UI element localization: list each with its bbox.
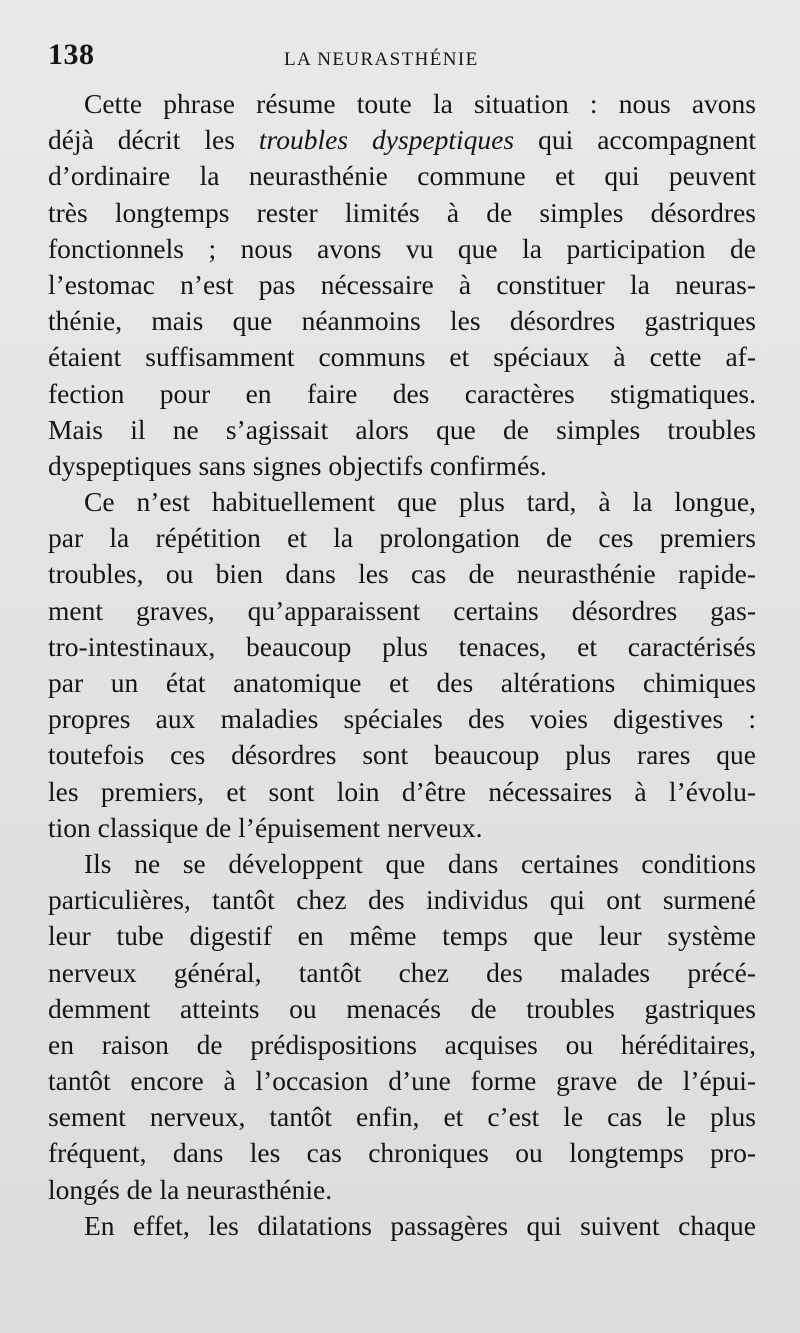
text-line: demment atteints ou menacés de troubles gastriques (48, 992, 756, 1024)
paragraph (48, 86, 756, 484)
text-line: longés de la neurasthénie. (48, 1173, 333, 1205)
text-line: très longtemps rester limités à de simples désordres (48, 196, 756, 228)
text-line: Mais il ne s’agissait alors que de simples troubles (48, 413, 756, 445)
text-line: en raison de prédispositions acquises ou héréditaires, (48, 1028, 756, 1060)
text-line: d’ordinaire la neurasthénie commune et qui peuvent (48, 160, 756, 192)
page-number: 138 (48, 38, 95, 71)
text-line: leur tube digestif en même temps que leur système (48, 920, 756, 952)
page-header (48, 38, 760, 78)
text-line: En effet, les dilatations passagères qui suivent chaque (84, 1209, 756, 1241)
paragraph (48, 1208, 756, 1244)
text-span: déjà décrit les (48, 124, 259, 156)
text-line: par la répétition et la prolongation de ces premiers (48, 522, 756, 554)
text-line: fection pour en faire des caractères stigmatiques. (48, 377, 756, 409)
text-line: particulières, tantôt chez des individus qui ont surmené (48, 884, 756, 916)
paragraph (48, 484, 756, 846)
text-line: sement nerveux, tantôt enfin, et c’est le cas le plus (48, 1101, 756, 1133)
text-line: Cette phrase résume toute la situation : nous avons (84, 88, 756, 119)
italic-term: troubles dyspeptiques (258, 124, 515, 156)
text-line: troubles, ou bien dans les cas de neurasthénie rapide- (48, 558, 756, 590)
text-line: Ils ne se développent que dans certaines conditions (84, 847, 756, 879)
text-line: tro-intestinaux, beaucoup plus tenaces, et caractérisés (48, 630, 756, 662)
text-line: thénie, mais que néanmoins les désordres gastriques (48, 305, 756, 337)
text-line: Ce n’est habituellement que plus tard, à la longue, (84, 486, 756, 518)
text-line: tion classique de l’épuisement nerveux. (48, 811, 483, 843)
text-line: propres aux maladies spéciales des voies digestives : (48, 703, 756, 735)
text-line: nerveux général, tantôt chez des malades précé- (48, 956, 756, 988)
text-line (48, 122, 756, 158)
text-line: fonctionnels ; nous avons vu que la participation de (48, 232, 756, 264)
text-line: toutefois ces désordres sont beaucoup plus rares que (48, 739, 756, 771)
body-text (48, 86, 756, 1244)
text-line: dyspeptiques sans signes objectifs confirmés. (48, 449, 547, 481)
text-line: par un état anatomique et des altérations chimiques (48, 667, 756, 698)
text-line: tantôt encore à l’occasion d’une forme grave de l’épui- (48, 1065, 756, 1097)
text-span: qui accompagnent (514, 124, 757, 156)
text-line: l’estomac n’est pas nécessaire à constituer la neuras- (48, 268, 756, 300)
text-line: fréquent, dans les cas chroniques ou longtemps pro- (48, 1137, 756, 1169)
text-line: ment graves, qu’apparaissent certains désordres gas- (48, 594, 756, 626)
paragraph (48, 846, 756, 1208)
text-line: les premiers, et sont loin d’être nécessaires à l’évolu- (48, 775, 756, 807)
text-line: étaient suffisamment communs et spéciaux à cette af- (48, 341, 756, 373)
running-title: LA NEURASTHÉNIE (284, 49, 479, 70)
